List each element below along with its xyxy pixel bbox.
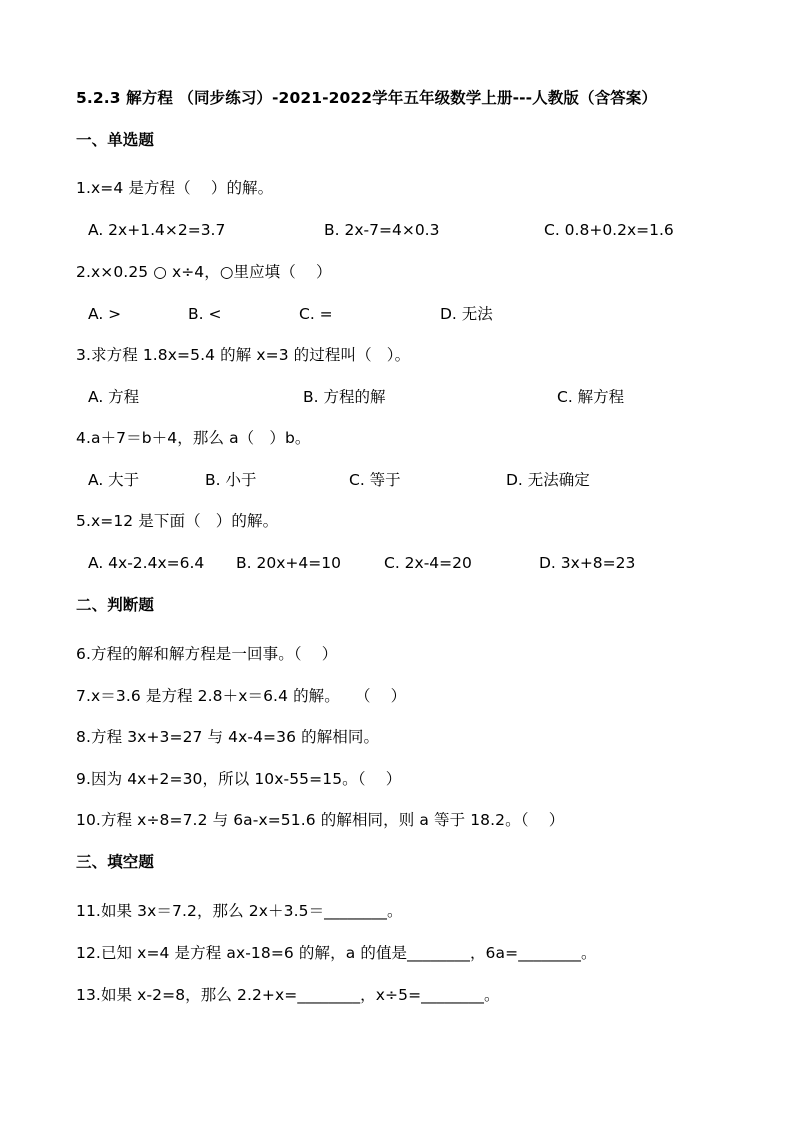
- page-title: 5.2.3 解方程 （同步练习）-2021-2022学年五年级数学上册---人教版（含答案）: [76, 89, 657, 107]
- q2-option-a: A. >: [88, 305, 122, 323]
- q5-option-d: D. 3x+8=23: [539, 554, 636, 572]
- q5-option-a: A. 4x-2.4x=6.4: [88, 554, 205, 572]
- question-9: 9.因为 4x+2=30，所以 10x-55=15。（ ）: [76, 770, 402, 788]
- question-13: 13.如果 x-2=8，那么 2.2+x=________，x÷5=________。: [76, 986, 500, 1004]
- q2-option-b: B. <: [188, 305, 222, 323]
- question-6: 6.方程的解和解方程是一回事。（ ）: [76, 645, 338, 663]
- section-heading-fill-blank: 三、填空题: [76, 853, 155, 871]
- question-8: 8.方程 3x+3=27 与 4x-4=36 的解相同。: [76, 728, 380, 746]
- q4-option-d: D. 无法确定: [506, 471, 590, 489]
- q1-option-b: B. 2x-7=4×0.3: [324, 221, 440, 239]
- q2-option-c: C. =: [299, 305, 333, 323]
- q4-option-b: B. 小于: [205, 471, 257, 489]
- q3-option-a: A. 方程: [88, 388, 140, 406]
- question-4: 4.a＋7＝b＋4，那么 a（ ）b。: [76, 429, 311, 447]
- question-7: 7.x＝3.6 是方程 2.8＋x＝6.4 的解。 （ ）: [76, 687, 407, 705]
- section-heading-true-false: 二、判断题: [76, 596, 155, 614]
- q1-option-c: C. 0.8+0.2x=1.6: [544, 221, 674, 239]
- q3-option-b: B. 方程的解: [303, 388, 386, 406]
- question-3: 3.求方程 1.8x=5.4 的解 x=3 的过程叫（ ）。: [76, 346, 411, 364]
- q4-option-c: C. 等于: [349, 471, 401, 489]
- question-10: 10.方程 x÷8=7.2 与 6a-x=51.6 的解相同，则 a 等于 18.2。（ ）: [76, 811, 565, 829]
- question-12: 12.已知 x=4 是方程 ax-18=6 的解，a 的值是________，6a=________。: [76, 944, 597, 962]
- section-heading-single-choice: 一、单选题: [76, 131, 155, 149]
- q5-option-c: C. 2x-4=20: [384, 554, 472, 572]
- question-2: 2.x×0.25 ○ x÷4，○里应填（ ）: [76, 263, 332, 281]
- q2-option-d: D. 无法: [440, 305, 493, 323]
- q5-option-b: B. 20x+4=10: [236, 554, 341, 572]
- question-1: 1.x=4 是方程（ ）的解。: [76, 179, 274, 197]
- q1-option-a: A. 2x+1.4×2=3.7: [88, 221, 226, 239]
- q4-option-a: A. 大于: [88, 471, 140, 489]
- question-11: 11.如果 3x＝7.2，那么 2x＋3.5＝________。: [76, 902, 403, 920]
- question-5: 5.x=12 是下面（ ）的解。: [76, 512, 279, 530]
- q3-option-c: C. 解方程: [557, 388, 625, 406]
